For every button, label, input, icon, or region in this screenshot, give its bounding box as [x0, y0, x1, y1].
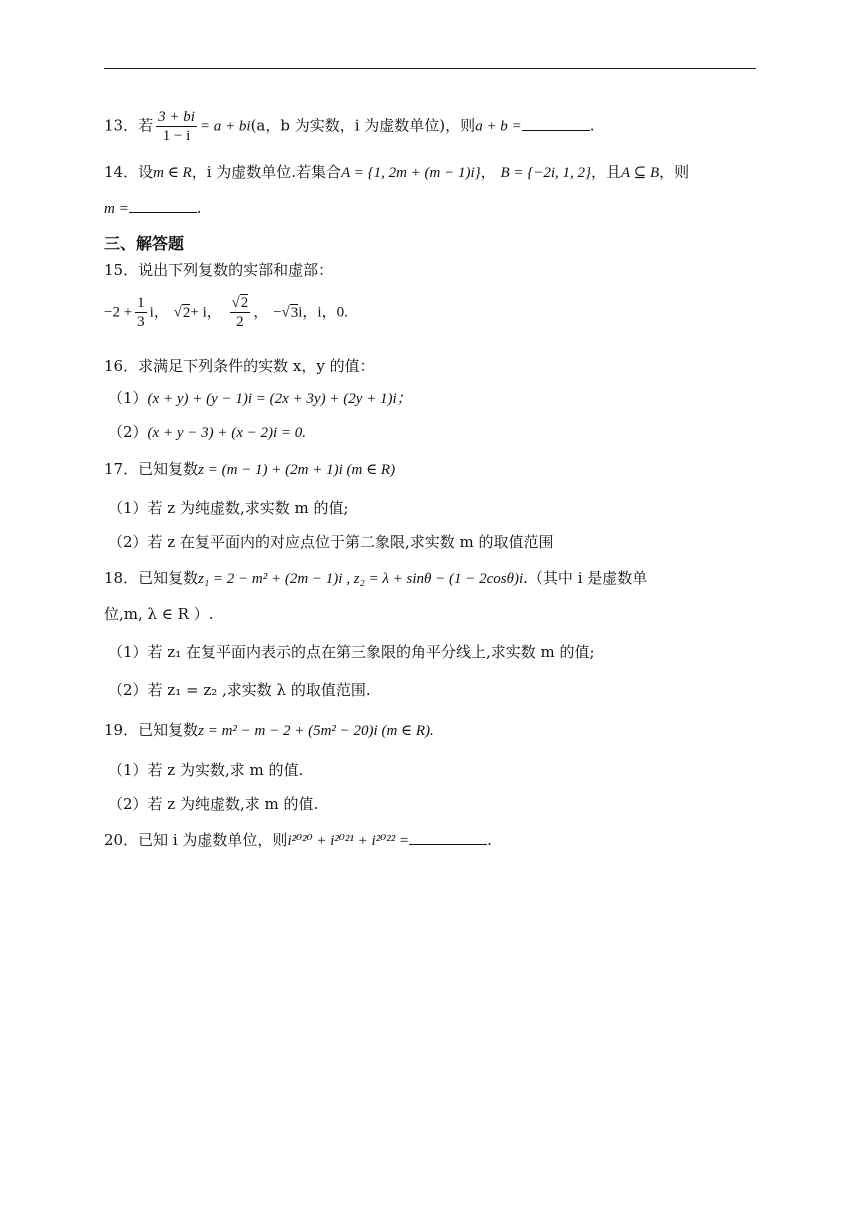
question-text: 设 — [138, 163, 154, 181]
question-18 — [104, 568, 647, 589]
question-text: . — [196, 199, 202, 217]
fraction-numerator: 3 + bi — [158, 109, 195, 125]
header-rule — [104, 68, 756, 69]
question-17-part2: （2）若 z 在复平面内的对应点位于第二象限,求实数 m 的取值范围 — [108, 533, 554, 551]
question-14 — [104, 162, 689, 183]
question-16 — [104, 356, 375, 376]
math-expression: A = {1, 2m + (m − 1)i} — [341, 165, 481, 181]
question-text: 已知复数 — [138, 460, 199, 478]
fraction-denominator: 2 — [236, 314, 244, 330]
math-expression: (x + y − 3) + (x − 2)i = 0. — [147, 425, 307, 441]
question-text: . — [487, 831, 492, 849]
math-expression: − — [273, 304, 282, 321]
question-number: 13． — [104, 116, 139, 135]
radicand: 2 — [182, 304, 191, 321]
question-20 — [104, 830, 492, 851]
math-expression: z = m² − m − 2 + (5m² − 20)i (m ∈ R). — [198, 723, 434, 739]
question-13 — [104, 108, 594, 145]
question-text: ，且 — [591, 163, 622, 181]
math-expression: A ⊆ B — [621, 165, 660, 181]
question-text: 已知复数 — [138, 721, 199, 739]
question-number: 19． — [104, 721, 139, 739]
section-heading: 三、解答题 — [104, 234, 185, 253]
question-number: 16． — [104, 357, 139, 375]
question-text: (a，b 为实数，i 为虚数单位) — [250, 116, 446, 135]
question-text: 已知 i 为虚数单位，则 — [138, 831, 288, 849]
question-number: 20． — [104, 831, 139, 849]
question-17-part1: （1）若 z 为纯虚数,求实数 m 的值; — [108, 499, 349, 517]
part-label: （2） — [108, 423, 148, 441]
math-expression: = a + bi — [199, 118, 251, 135]
fraction-denominator: 3 — [137, 314, 145, 330]
math-expression: i²⁰²⁰ + i²⁰²¹ + i²⁰²² = — [287, 833, 410, 849]
question-text: ， — [253, 302, 269, 321]
question-text: 若 — [138, 116, 154, 135]
question-number: 18． — [104, 569, 139, 587]
question-18-line2: 位,m, λ ∈ R ）. — [104, 605, 214, 623]
math-expression: i， — [149, 304, 169, 321]
question-text: .（其中 i 是虚数单 — [523, 569, 648, 587]
question-15 — [104, 260, 333, 280]
answer-blank[interactable] — [522, 116, 590, 131]
question-number: 15． — [104, 261, 139, 279]
question-text: ，i 为虚数单位.若集合 — [191, 163, 342, 181]
math-expression: + i， — [190, 304, 222, 321]
math-expression: B = {−2i, 1, 2} — [500, 165, 592, 181]
question-text: . — [589, 116, 595, 135]
fraction-numerator: 1 — [137, 295, 145, 311]
question-19 — [104, 720, 434, 741]
math-expression: a + b = — [475, 118, 522, 135]
math-expression: m ∈ R — [153, 165, 192, 181]
question-18-part2: （2）若 z₁ = z₂ ,求实数 λ 的取值范围. — [108, 681, 371, 699]
fraction — [156, 108, 197, 145]
question-14-line2 — [104, 198, 202, 219]
question-number: 17． — [104, 460, 139, 478]
answer-blank[interactable] — [129, 198, 197, 213]
question-text: ，则 — [659, 163, 690, 181]
radicand: 3 — [290, 304, 299, 321]
question-text: ， — [480, 163, 496, 181]
question-number: 14． — [104, 163, 139, 181]
question-19-part2: （2）若 z 为纯虚数,求 m 的值. — [108, 795, 319, 813]
question-15-expressions — [104, 294, 348, 331]
math-expression: m = — [104, 201, 129, 217]
math-expression: (x + y) + (y − 1)i = (2x + 3y) + (2y + 1)i； — [147, 391, 412, 407]
question-18-part1: （1）若 z₁ 在复平面内表示的点在第三象限的角平分线上,求实数 m 的值; — [108, 643, 595, 661]
question-16-part1 — [108, 388, 412, 409]
question-text: 求满足下列条件的实数 x，y 的值： — [138, 357, 375, 375]
question-19-part1: （1）若 z 为实数,求 m 的值. — [108, 761, 304, 779]
question-16-part2 — [108, 422, 306, 443]
fraction — [135, 294, 147, 331]
part-label: （1） — [108, 389, 148, 407]
question-text: 说出下列复数的实部和虚部： — [138, 261, 334, 279]
answer-blank[interactable] — [409, 830, 487, 845]
question-text: 已知复数 — [138, 569, 199, 587]
fraction-denominator: 1 − i — [162, 128, 191, 144]
sqrt-expression: √3 — [281, 304, 299, 321]
sqrt-expression: √2 — [173, 304, 191, 321]
question-text: ，则 — [445, 116, 476, 135]
math-expression: z₁ = 2 − m² + (2m − 1)i , z₂ = λ + sinθ − (1 − 2cosθ)i — [198, 571, 524, 587]
fraction: $\frac{√2}{2}$ — [231, 295, 249, 330]
radicand: 2 — [240, 295, 249, 311]
math-expression: i，i，0. — [298, 304, 348, 321]
math-expression: z = (m − 1) + (2m + 1)i (m ∈ R) — [198, 462, 396, 478]
question-17 — [104, 459, 395, 480]
math-expression: −2 + — [104, 304, 133, 321]
